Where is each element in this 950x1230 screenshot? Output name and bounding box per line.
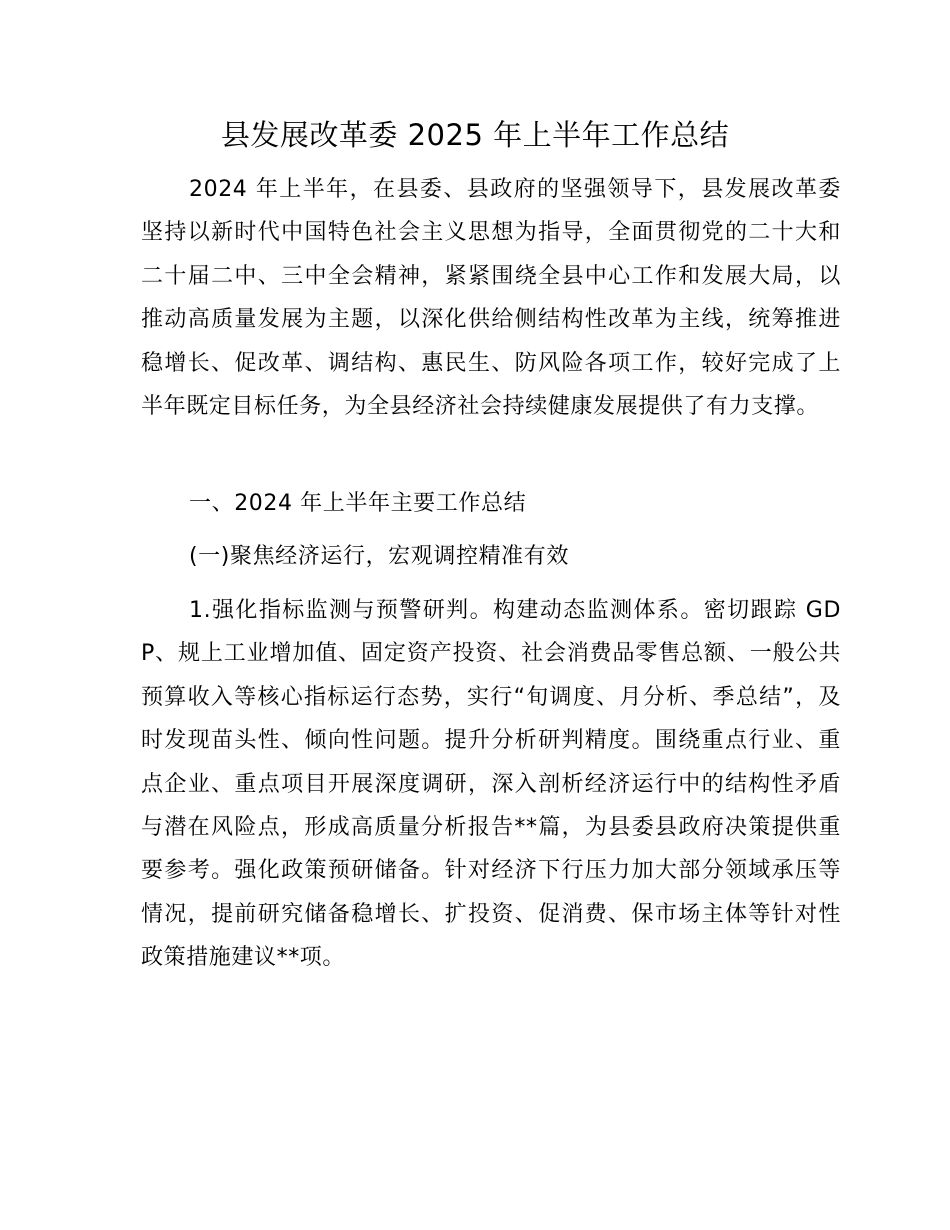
subsection-heading: (一)聚焦经济运行，宏观调控精准有效: [189, 544, 569, 569]
item-paragraph: 1.强化指标监测与预警研判。构建动态监测体系。密切跟踪 GDP、规上工业增加值、固定资产投资、社会消费品零售总额、一般公共预算收入等核心指标运行态势，实行“旬调度、月分析、季总结”，及时发现苗头性、倾向性问题。提升分析研判精度。围绕重点行业、重点企业、重点项目开展深度调研，深入剖析经济运行中的结构性矛盾与潜在风险点，形成高质量分析报告**篇，为县委县政府决策提供重要参考。强化政策预研储备。针对经济下行压力加大部分领域承压等情况，提前研究储备稳增长、扩投资、促消费、保市场主体等针对性政策措施建议**项。: [141, 598, 841, 971]
section-heading: 一、2024 年上半年主要工作总结: [189, 491, 527, 516]
document-title: 县发展改革委 2025 年上半年工作总结: [220, 118, 730, 152]
intro-paragraph: 2024 年上半年，在县委、县政府的坚强领导下，县发展改革委坚持以新时代中国特色社会主义思想为指导，全面贯彻党的二十大和二十届二中、三中全会精神，紧紧围绕全县中心工作和发展大局，以推动高质量发展为主题，以深化供给侧结构性改革为主线，统筹推进稳增长、促改革、调结构、惠民生、防风险各项工作，较好完成了上半年既定目标任务，为全县经济社会持续健康发展提供了有力支撑。: [141, 177, 841, 420]
